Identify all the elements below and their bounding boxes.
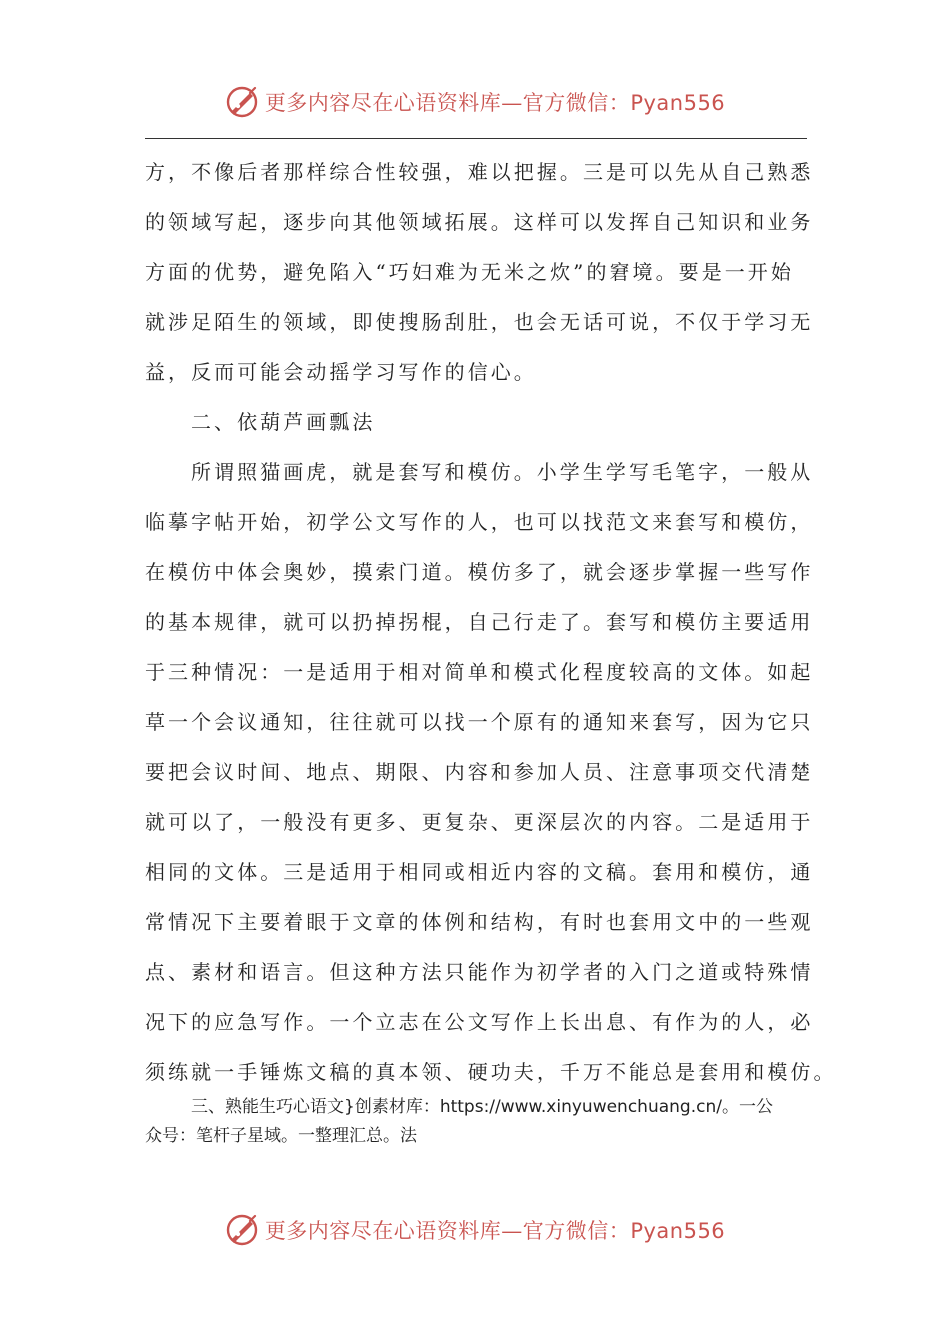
body-line: 常情况下主要着眼于文章的体例和结构，有时也套用文中的一些观	[145, 910, 814, 934]
source-note-line: 众号：笔杆子星域。一整理汇总。法	[145, 1126, 417, 1146]
body-line: 要把会议时间、地点、期限、内容和参加人员、注意事项交代清楚	[145, 760, 814, 784]
body-line: 就涉足陌生的领域，即使搜肠刮肚，也会无话可说，不仅于学习无	[145, 310, 814, 334]
body-line: 点、素材和语言。但这种方法只能作为初学者的入门之道或特殊情	[145, 960, 814, 984]
header-watermark	[0, 80, 950, 124]
body-line: 所谓照猫画虎，就是套写和模仿。小学生学写毛笔字，一般从	[191, 460, 814, 484]
watermark-text	[265, 1215, 725, 1245]
body-line: 的领域写起，逐步向其他领域拓展。这样可以发挥自己知识和业务	[145, 210, 814, 234]
body-line: 益，反而可能会动摇学习写作的信心。	[145, 360, 537, 384]
footer-watermark	[0, 1208, 950, 1252]
section-heading-with-source: 三、熟能生巧心语文}创素材库：https://www.xinyuwenchuang.cn/。一公	[191, 1097, 773, 1117]
section-heading: 二、依葫芦画瓢法	[191, 410, 376, 434]
body-line: 在模仿中体会奥妙，摸索门道。模仿多了，就会逐步掌握一些写作	[145, 560, 814, 584]
pen-quill-logo-icon	[225, 85, 259, 119]
watermark-text	[265, 87, 725, 117]
body-line: 临摹字帖开始，初学公文写作的人，也可以找范文来套写和模仿，	[145, 510, 814, 534]
body-line: 的基本规律，就可以扔掉拐棍，自己行走了。套写和模仿主要适用	[145, 610, 814, 634]
watermark-wechat-id: Pyan556	[630, 1219, 726, 1243]
document-body	[145, 150, 837, 1100]
body-line: 草一个会议通知，往往就可以找一个原有的通知来套写，因为它只	[145, 710, 814, 734]
body-line: 相同的文体。三是适用于相同或相近内容的文稿。套用和模仿，通	[145, 860, 814, 884]
body-line: 须练就一手锤炼文稿的真本领、硬功夫，千万不能总是套用和模仿。	[145, 1060, 837, 1084]
body-line: 就可以了，一般没有更多、更复杂、更深层次的内容。二是适用于	[145, 810, 814, 834]
watermark-slogan: 更多内容尽在心语资料库—官方微信：	[264, 91, 631, 115]
watermark-wechat-id: Pyan556	[630, 91, 726, 115]
watermark-slogan: 更多内容尽在心语资料库—官方微信：	[264, 1219, 631, 1243]
body-line: 方面的优势，避免陷入“巧妇难为无米之炊”的窘境。要是一开始	[145, 260, 794, 284]
body-line: 于三种情况：一是适用于相对简单和模式化程度较高的文体。如起	[145, 660, 814, 684]
pen-quill-logo-icon	[225, 1213, 259, 1247]
body-line: 方，不像后者那样综合性较强，难以把握。三是可以先从自己熟悉	[145, 160, 814, 184]
header-divider	[145, 138, 807, 139]
body-line: 况下的应急写作。一个立志在公文写作上长出息、有作为的人，必	[145, 1010, 814, 1034]
